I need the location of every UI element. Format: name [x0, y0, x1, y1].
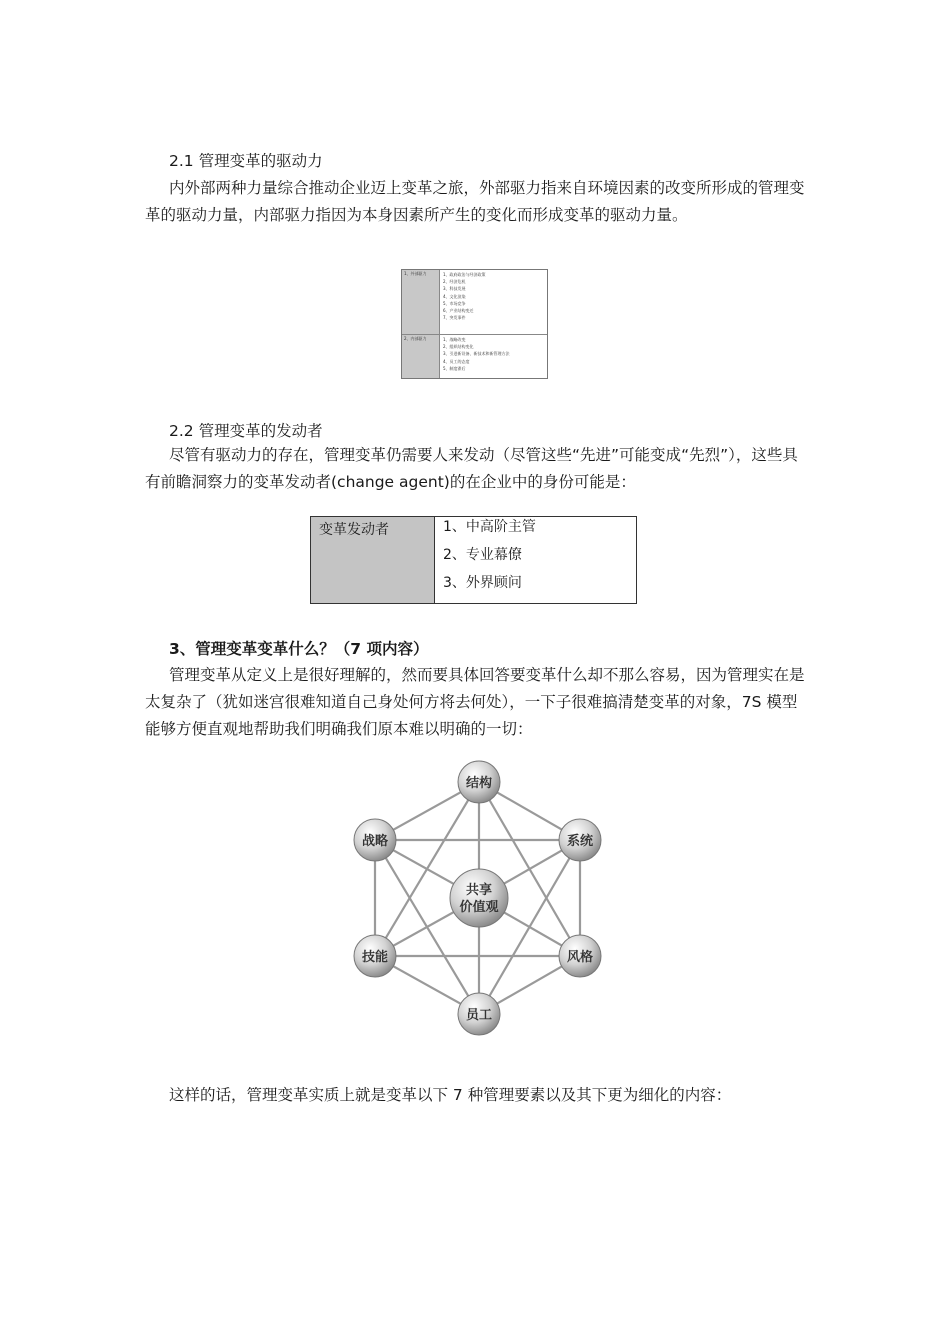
7s-model-diagram — [352, 758, 612, 1040]
external-driver-row — [402, 270, 547, 335]
agent-table-list — [435, 517, 636, 603]
closing-paragraph: 这样的话，管理变革实质上就是变革以下 7 种管理要素以及其下更为细化的内容： — [169, 1086, 732, 1104]
agent-table — [310, 516, 637, 604]
node-skills — [354, 935, 396, 977]
list-item: 2、经济危机 — [443, 279, 466, 285]
center-label-line1: 共享 — [465, 883, 493, 898]
section-2-2-heading: 2.2 管理变革的发动者 — [169, 422, 323, 440]
agent-table-label: 变革发动者 — [311, 517, 435, 603]
list-item: 4、员工的态度 — [443, 358, 470, 364]
list-item: 6、产业结构变迁 — [443, 308, 474, 314]
list-item: 2、组织结构变化 — [443, 344, 474, 350]
node-staff — [458, 993, 500, 1035]
internal-driver-label: 2、内部驱力 — [402, 335, 440, 378]
section-3-paragraph: 管理变革从定义上是很好理解的，然而要具体回答要变革什么却不那么容易，因为管理实在是太复杂了（犹如迷宫很难知道自己身处何方将去何处），一下子很难搞清楚变革的对象，7S 模型能够方便直观地帮助我们明确我们原本难以明确的一切： — [145, 666, 805, 738]
list-item: 1、政府政治与经济政策 — [443, 272, 486, 277]
list-item: 3、科技发展 — [443, 286, 466, 292]
node-style — [559, 935, 601, 977]
driver-table — [401, 269, 548, 379]
node-label: 风格 — [566, 950, 594, 965]
list-item: 3、外界顾问 — [443, 575, 522, 591]
center-label-line2: 价值观 — [459, 900, 499, 915]
node-strategy — [354, 819, 396, 861]
section-2-1-paragraph: 内外部两种力量综合推动企业迈上变革之旅，外部驱力指来自环境因素的改变所形成的管理变革的驱动力量，内部驱力指因为本身因素所产生的变化而形成变革的驱动力量。 — [145, 179, 805, 224]
list-item: 4、文化渲染 — [443, 293, 466, 299]
list-item: 2、专业幕僚 — [443, 547, 522, 563]
external-driver-list — [440, 270, 547, 334]
section-2-1-heading: 2.1 管理变革的驱动力 — [169, 152, 323, 170]
node-label: 技能 — [361, 950, 389, 965]
list-item: 3、引进新设备、新技术和新管理方法 — [443, 351, 510, 357]
node-label: 战略 — [361, 834, 389, 849]
list-item: 1、中高阶主管 — [443, 519, 536, 535]
node-label: 结构 — [465, 776, 493, 791]
node-label: 员工 — [465, 1008, 493, 1023]
node-center — [450, 869, 508, 927]
list-item: 1、战略改变 — [443, 337, 466, 342]
list-item: 5、制度滞后 — [443, 365, 466, 371]
section-2-2-paragraph: 尽管有驱动力的存在，管理变革仍需要人来发动（尽管这些“先进”可能变成“先烈”），这些具有前瞻洞察力的变革发动者(change agent)的在企业中的身份可能是： — [145, 446, 798, 491]
node-structure — [458, 761, 500, 803]
internal-driver-row — [402, 335, 547, 378]
list-item: 7、突发事件 — [443, 315, 466, 321]
section-3-heading: 3、管理变革变革什么？（7 项内容） — [169, 640, 429, 658]
external-driver-label: 1、外部驱力 — [402, 270, 440, 334]
node-systems — [559, 819, 601, 861]
internal-driver-list — [440, 335, 547, 378]
list-item: 5、市场竞争 — [443, 300, 466, 306]
node-label: 系统 — [566, 834, 594, 849]
